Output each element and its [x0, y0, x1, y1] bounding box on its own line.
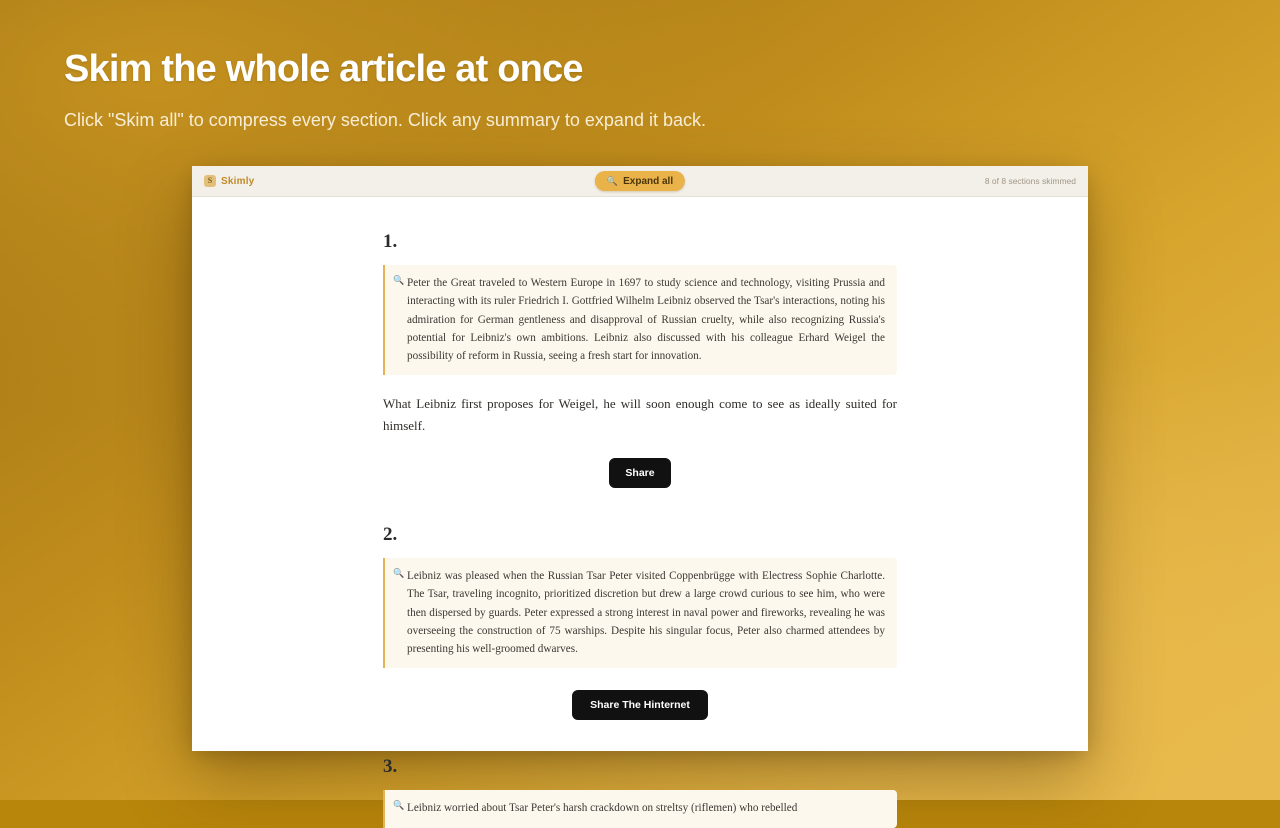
summary-text: Leibniz was pleased when the Russian Tsar Peter visited Coppenbrügge with Electress Sophie Charlotte. The Tsar, traveling incognito, prioritized discretion but drew a large crowd curious to see him, who were then dispersed by guards. Peter expressed a strong interest in naval power and fireworks, revealing he was overseeing the construction of 75 warships. Despite his singular focus, Peter also charmed attendees by presenting his well-groomed dwarves.	[407, 570, 885, 656]
summary-card[interactable]	[383, 558, 897, 668]
expand-all-button[interactable]	[595, 171, 685, 191]
magnifier-icon: 🔍	[393, 800, 405, 811]
page-subtitle: Click "Skim all" to compress every section. Click any summary to expand it back.	[64, 110, 706, 130]
section-number: 2.	[383, 524, 398, 546]
app-window	[192, 166, 1088, 815]
page-title: Skim the whole article at once	[64, 48, 583, 90]
magnifier-minus-icon: 🔍	[606, 175, 619, 186]
summary-card[interactable]	[383, 790, 897, 827]
brand-name: Skimly	[221, 175, 255, 187]
magnifier-icon: 🔍	[393, 275, 405, 285]
summary-text: Leibniz worried about Tsar Peter's harsh crackdown on streltsy (riflemen) who rebelled	[407, 802, 798, 815]
share-hinternet-button[interactable]: Share The Hinternet	[572, 690, 708, 720]
skim-status: 8 of 8 sections skimmed	[984, 176, 1076, 186]
share-row	[383, 690, 897, 720]
share-row	[383, 458, 897, 488]
section-body: What Leibniz first proposes for Weigel, he will soon enough come to see as ideally suited for himself.	[383, 396, 897, 433]
article-content	[383, 197, 897, 828]
app-toolbar	[192, 166, 1088, 197]
share-button[interactable]: Share	[609, 458, 670, 488]
magnifier-icon: 🔍	[393, 568, 405, 579]
section-number: 3.	[383, 756, 398, 778]
brand	[204, 175, 254, 187]
article-scroll-area[interactable]	[192, 197, 1088, 815]
summary-card[interactable]	[383, 265, 897, 375]
section-number: 1.	[383, 231, 398, 252]
expand-all-label: Expand all	[623, 175, 674, 187]
summary-text: Peter the Great traveled to Western Europe in 1697 to study science and technology, visiting Prussia and interacting with its ruler Friedrich I. Gottfried Wilhelm Leibniz observed the Tsar's interactions, noting his admiration for German gentleness and disapproval of Russian cruelty, while also recognizing Russia's potential for Leibniz's own ambitions. Leibniz also discussed with his colleague Erhard Weigel the possibility of reform in Russia, seeing a fresh start for innovation.	[407, 277, 885, 362]
brand-logo-icon: S	[204, 175, 216, 187]
